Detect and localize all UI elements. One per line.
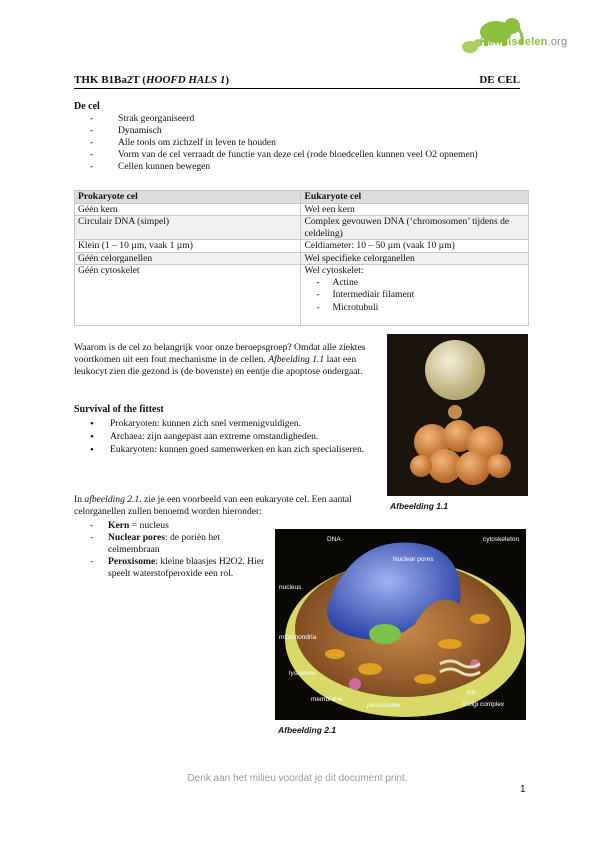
section-heading-survival: Survival of the fittest	[74, 404, 164, 415]
fig-label-membrane: membrane	[311, 696, 343, 703]
fig-label-mitochondria: mitochondria	[279, 634, 317, 641]
logo	[458, 14, 578, 60]
cytoskelet-label: Wel cytoskelet:	[304, 265, 364, 276]
table-cell: Géén cytoskelet	[75, 265, 301, 326]
table-cell: Celdiameter: 10 – 50 µm (vaak 10 µm)	[301, 240, 529, 253]
table-cell	[301, 265, 529, 326]
fig-label-dna: DNA	[327, 536, 341, 543]
fig-label-nuclear-pores: Nuclear pores	[393, 556, 434, 563]
fig-label-nucleus: nucleus	[279, 584, 302, 591]
table-row	[75, 216, 529, 240]
footer-note: Denk aan het milieu voordat je dit document print.	[187, 773, 408, 784]
table-header-row	[75, 191, 529, 204]
table-cell: Complex gevouwen DNA (‘chromosomen’ tijdens de celdeling)	[301, 216, 529, 240]
intro-list	[74, 113, 534, 173]
fig-label-golgi: Golgi complex	[463, 701, 505, 708]
table-cell: Géén celorganellen	[75, 252, 301, 265]
leukocyte-illustration	[387, 334, 528, 496]
list-item: - Nuclear pores: de poriën het celmembraan	[74, 532, 270, 556]
table-row	[75, 240, 529, 253]
list-item: - Intermediair filament	[304, 289, 525, 302]
table-cell: Wel een kern	[301, 203, 529, 216]
fig-label-er: ER	[467, 690, 477, 697]
paragraph-importance: Waarom is de cel zo belangrijk voor onze beroepsgroep? Omdat alle ziektes voortkomen uit een fout mechanisme in de cellen. Afbeelding 1.1 laat een leukocyt zien die gezond is (de bovenste) en eentje die apoptose ondergaat.	[74, 342, 366, 378]
list-item: - Cellen kunnen bewegen	[74, 161, 534, 173]
header-topic: DE CEL	[479, 74, 520, 86]
table-cell: Circulair DNA (simpel)	[75, 216, 301, 240]
table-cell: Géén kern	[75, 203, 301, 216]
section-heading-cel: De cel	[74, 101, 100, 112]
page-number: 1	[520, 784, 526, 795]
logo-text: Kennisdelen.org	[480, 36, 568, 48]
table-cell: Klein (1 – 10 µm, vaak 1 µm)	[75, 240, 301, 253]
list-item: - Strak georganiseerd	[74, 113, 534, 125]
list-item: • Prokaryoten: kunnen zich snel vermenigvuldigen.	[74, 418, 376, 430]
list-item: - Alle tools om zichzelf in leven te houden	[74, 137, 534, 149]
organelle-list	[74, 520, 270, 580]
list-item: - Vorm van de cel verraadt de functie van deze cel (rode bloedcellen kunnen veel O2 opnemen)	[74, 149, 534, 161]
table-header: Prokaryote cel	[75, 191, 301, 204]
list-item: - Actine	[304, 277, 525, 290]
figure-caption: Afbeelding 1.1	[390, 501, 449, 511]
survival-list	[74, 418, 376, 457]
fig-label-peroxisome: peroxisome	[367, 702, 401, 709]
table-row	[75, 203, 529, 216]
list-item: - Peroxisome: kleine blaasjes H2O2. Hier speelt waterstofperoxide een rol.	[74, 556, 270, 580]
figure-reference: Afbeelding 1.1	[268, 354, 325, 366]
cytoskelet-list	[304, 277, 525, 315]
page-header	[74, 74, 520, 89]
table-cell: Wel specifieke celorganellen	[301, 252, 529, 265]
list-item: • Archaea: zijn aangepast aan extreme omstandigheden.	[74, 431, 376, 443]
table-row	[75, 252, 529, 265]
list-item: - Microtubuli	[304, 302, 525, 315]
eukaryote-cell-illustration	[275, 529, 526, 720]
fig-label-cytoskeleton: cytoskeleton	[483, 536, 520, 543]
list-item: - Dynamisch	[74, 125, 534, 137]
paragraph-eukaryote: In afbeelding 2.1. zie je een voorbeeld van een eukaryote cel. Een aantal celorganellen zullen benoemd worden hieronder:	[74, 494, 352, 518]
list-item: - Kern = nucleus	[74, 520, 270, 532]
figure-leukocyte-image	[387, 334, 528, 496]
table-row	[75, 265, 529, 326]
table-header: Eukaryote cel	[301, 191, 529, 204]
fig-label-lysosome: lysosome	[289, 670, 317, 677]
figure-eukaryote-cell-image	[275, 529, 526, 720]
list-item: • Eukaryoten: kunnen goed samenwerken en kan zich specialiseren.	[74, 444, 376, 456]
figure-caption: Afbeelding 2.1	[278, 725, 337, 735]
figure-reference: afbeelding 2.1	[84, 494, 140, 505]
comparison-table	[74, 190, 529, 326]
header-course: THK B1Ba2T (HOOFD HALS 1)	[74, 74, 230, 86]
